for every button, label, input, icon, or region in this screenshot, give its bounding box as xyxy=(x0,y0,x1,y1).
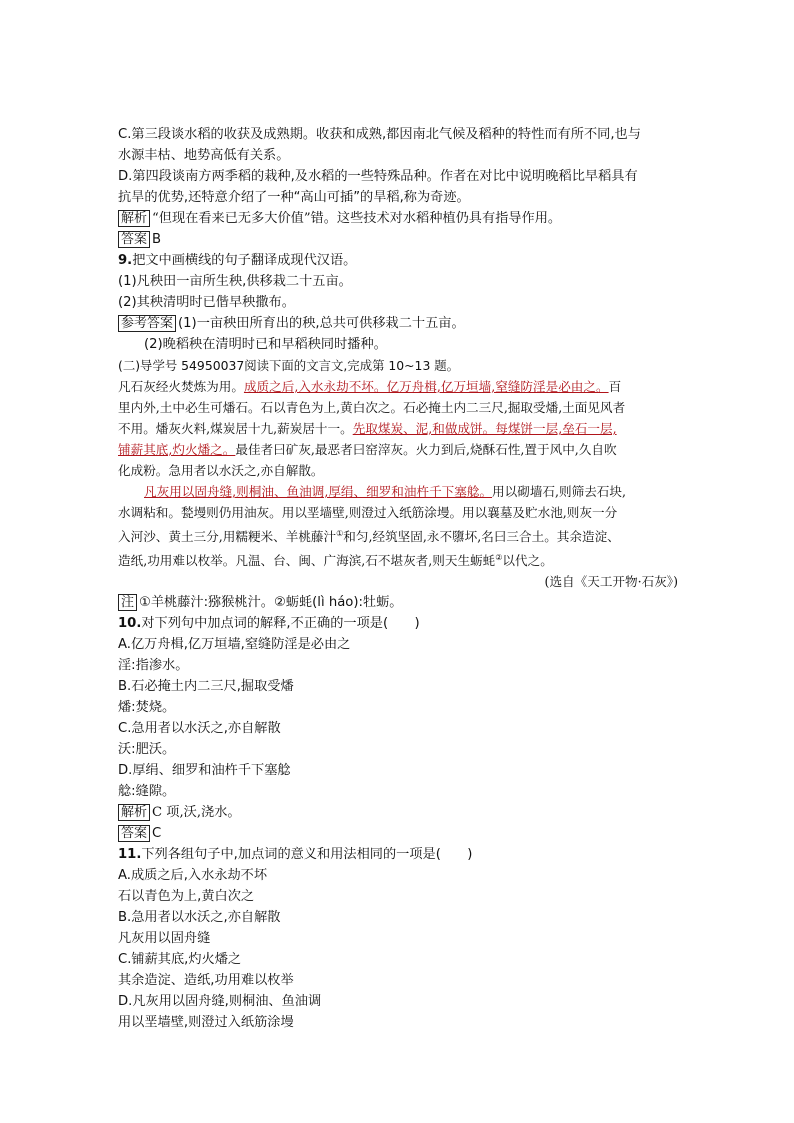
passage-line xyxy=(118,418,678,439)
q11-stem-text: 下列各组句子中,加点词的意义和用法相同的一项是( ) xyxy=(141,847,473,863)
analysis-tag: 解析 xyxy=(118,804,150,821)
q10-option-d-gloss: 艌:缝隙。 xyxy=(118,784,176,800)
q11-option-b-2: 凡灰用以固舟缝 xyxy=(118,931,211,947)
passage-text: 不用。燔灰火料,煤炭居十九,薪炭居十一。 xyxy=(118,421,353,436)
passage-text: 入河沙、黄土三分,用糯粳米、羊桃藤汁 xyxy=(118,529,337,545)
q10-option-c: C.急用者以水沃之,亦自解散 xyxy=(118,721,281,737)
q11-option-d-2: 用以垩墙壁,则澄过入纸筋涂墁 xyxy=(118,1015,294,1031)
q11-option-d: D.凡灰用以固舟缝,则桐油、鱼油调 xyxy=(118,994,322,1010)
q10-analysis xyxy=(118,802,678,823)
q9-stem xyxy=(118,250,678,271)
footnote-text: ①羊桃藤汁:猕猴桃汁。②蛎蚝(lì háo):牡蛎。 xyxy=(139,595,403,611)
passage-line xyxy=(118,439,678,460)
option-c-line2: 水源丰枯、地势高低有关系。 xyxy=(118,148,290,163)
passage-line xyxy=(118,523,678,547)
underlined-sentence: 铺薪其底,灼火燔之。 xyxy=(118,442,236,457)
footnote-marker: ① xyxy=(336,529,344,538)
passage-line: 里内外,土中必生可燔石。石以青色为上,黄白次之。石必掩土内二三尺,掘取受燔,土面见风者 xyxy=(118,400,626,415)
q11-option-c: C.铺薪其底,灼火燔之 xyxy=(118,952,242,968)
q8-analysis-text: “但现在看来已无多大价值”错。这些技术对水稻种植仍具有指导作用。 xyxy=(152,211,562,226)
q11-option-a-2: 石以青色为上,黄白次之 xyxy=(118,889,255,905)
q11-option-a: A.成质之后,入水永劫不坏 xyxy=(118,868,268,884)
footnote-marker: ② xyxy=(495,553,503,563)
passage-line xyxy=(118,376,678,397)
q10-answer-text: C xyxy=(152,826,162,842)
passage-source: (选自《天工开物·石灰》) xyxy=(544,574,678,590)
passage-line: 水调粘和。甃墁则仍用油灰。用以垩墙壁,则澄过入纸筋涂墁。用以襄墓及贮水池,则灰一分 xyxy=(118,505,618,520)
q10-option-d: D.厚绢、细罗和油杵千下塞艌 xyxy=(118,763,291,779)
answer-tag: 答案 xyxy=(118,231,150,248)
q8-answer xyxy=(118,229,678,250)
reference-tag: 参考答案 xyxy=(118,315,176,332)
q11-number: 11. xyxy=(118,847,142,863)
underlined-sentence: 先取煤炭、泥,和做成饼。每煤饼一层,垒石一层, xyxy=(352,421,617,436)
option-c-line1: C.第三段谈水稻的收获及成熟期。收获和成熟,都因南北气候及稻种的特性而有所不同,也与 xyxy=(118,127,641,142)
analysis-tag: 解析 xyxy=(118,210,150,227)
q9-reference-2: (2)晚稻秧在清明时已和早稻秧同时播种。 xyxy=(144,337,387,352)
section-two-heading: (二)导学号 54950037阅读下面的文言文,完成第 10~13 题。 xyxy=(118,358,460,373)
passage-line xyxy=(118,547,678,571)
q10-option-c-gloss: 沃:肥沃。 xyxy=(118,742,176,758)
option-d-line1: D.第四段谈南方两季稻的栽种,及水稻的一些特殊品种。作者在对比中说明晚稻比早稻具有 xyxy=(118,169,638,184)
q8-answer-text: B xyxy=(152,232,162,247)
classical-passage xyxy=(118,376,678,592)
q9-stem-text: 把文中画横线的句子翻译成现代汉语。 xyxy=(132,253,357,268)
q9-sentence-2: (2)其秧清明时已偕早秧撒布。 xyxy=(118,295,295,310)
q10-option-a: A.亿万舟楫,亿万垣墙,窒缝防淫是必由之 xyxy=(118,637,351,653)
q10-analysis-text: C 项,沃,浇水。 xyxy=(152,805,241,821)
passage-text: 凡石灰经火焚炼为用。 xyxy=(118,379,244,394)
passage-text: 百 xyxy=(608,379,622,394)
answer-tag: 答案 xyxy=(118,825,150,842)
q11-option-c-2: 其余造淀、造纸,功用难以枚举 xyxy=(118,973,294,989)
q10-option-b: B.石必掩土内二三尺,掘取受燔 xyxy=(118,679,294,695)
q9-reference xyxy=(118,313,678,334)
footnote xyxy=(118,592,678,613)
passage-line xyxy=(118,481,678,502)
q9-sentence-1: (1)凡秧田一亩所生秧,供移栽二十五亩。 xyxy=(118,274,352,289)
passage-text: 用以砌墙石,则筛去石块, xyxy=(492,484,626,499)
q10-stem-text: 对下列句中加点词的解释,不正确的一项是( ) xyxy=(141,616,420,632)
q8-analysis xyxy=(118,208,678,229)
q9-number: 9. xyxy=(118,253,133,268)
q10-number: 10. xyxy=(118,616,142,632)
q9-reference-1: (1)一亩秧田所育出的秧,总共可供移栽二十五亩。 xyxy=(178,316,465,331)
passage-text: 以代之。 xyxy=(502,553,553,569)
passage-text: 造纸,功用难以枚举。凡温、台、闽、广海滨,石不堪灰者,则天生蛎蚝 xyxy=(118,553,496,569)
q11-stem xyxy=(118,844,678,865)
passage-line: 化成粉。急用者以水沃之,亦自解散。 xyxy=(118,463,324,478)
note-tag: 注 xyxy=(118,594,137,611)
underlined-sentence: 成质之后,入水永劫不坏。亿万舟楫,亿万垣墙,窒缝防淫是必由之。 xyxy=(243,379,609,394)
document-page xyxy=(118,124,678,1033)
option-d-line2: 抗旱的优势,还特意介绍了一种“高山可插”的旱稻,称为奇迹。 xyxy=(118,190,470,205)
passage-text: 和匀,经筑坚固,永不隳坏,名曰三合土。其余造淀、 xyxy=(343,529,620,545)
q10-option-a-gloss: 淫:指渗水。 xyxy=(118,658,189,674)
q10-stem xyxy=(118,613,678,634)
q10-option-b-gloss: 燔:焚烧。 xyxy=(118,700,176,716)
passage-text: 最佳者曰矿灰,最恶者曰窑滓灰。火力到后,烧酥石性,置于风中,久自吹 xyxy=(235,442,617,457)
q11-option-b: B.急用者以水沃之,亦自解散 xyxy=(118,910,281,926)
underlined-sentence: 凡灰用以固舟缝,则桐油、鱼油调,厚绢、细罗和油杵千下塞艌。 xyxy=(144,484,493,499)
q10-answer xyxy=(118,823,678,844)
